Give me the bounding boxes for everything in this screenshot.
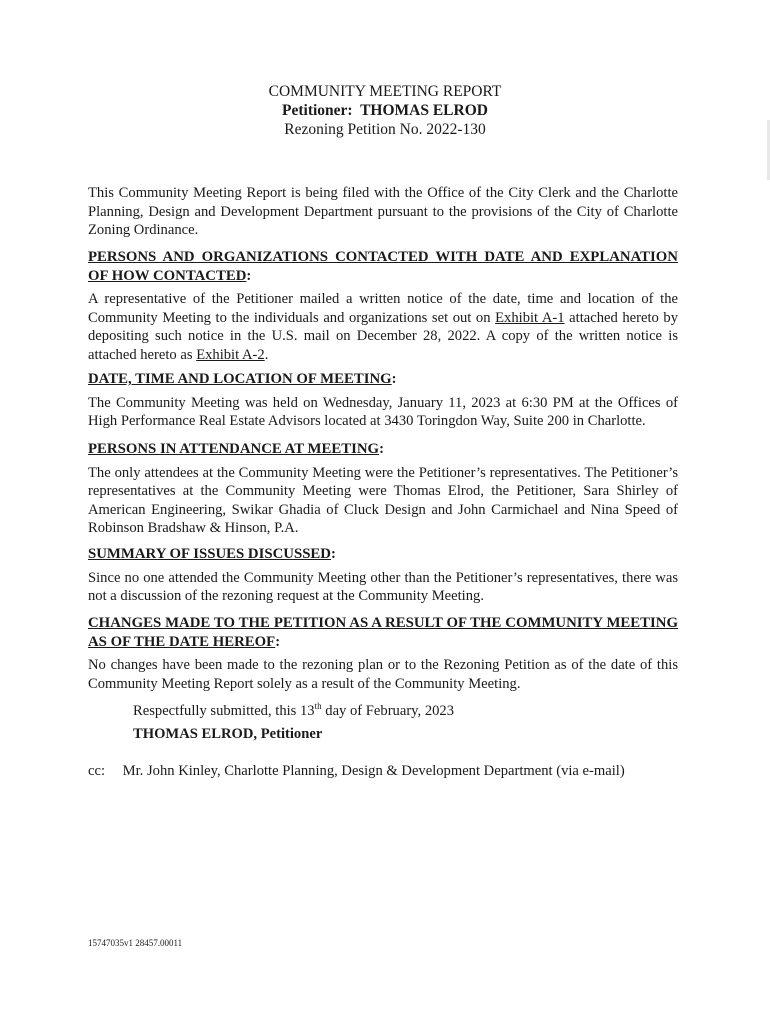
- signer-name: THOMAS ELROD, Petitioner: [133, 726, 323, 742]
- submission-text-pre: Respectfully submitted, this 13: [133, 702, 315, 719]
- section-heading-contacted: PERSONS AND ORGANIZATIONS CONTACTED WITH DATE AND EXPLANATION OF HOW CONTACTED: [88, 249, 678, 284]
- intro-paragraph: [88, 184, 678, 240]
- intro-text: This Community Meeting Report is being filed with the Office of the City Clerk and the Charlotte Planning, Design and Development Department pursuant to the provisions of the City of Charlotte Zoning Ordinance.: [88, 185, 678, 239]
- heading-colon: :: [379, 441, 384, 457]
- submission-text-post: day of February, 2023: [321, 702, 455, 719]
- heading-colon: :: [331, 546, 336, 562]
- report-title: COMMUNITY MEETING REPORT: [268, 83, 502, 100]
- document-id-footer: 15747035v1 28457.00011: [88, 938, 183, 948]
- report-header: [0, 82, 770, 139]
- exhibit-a2-link[interactable]: Exhibit A-2: [196, 346, 265, 363]
- contacted-text-part-2: attached hereto by depositing such notice in the U.S. mail on December 28, 2022. A copy of the written notice is attached hereto as: [88, 309, 678, 363]
- petition-number: Rezoning Petition No. 2022-130: [284, 121, 486, 138]
- petitioner-label: Petitioner:: [282, 102, 353, 119]
- section-heading-meeting: DATE, TIME AND LOCATION OF MEETING: [88, 371, 392, 387]
- section-contacted: [88, 248, 678, 365]
- section-text-meeting: The Community Meeting was held on Wednesday, January 11, 2023 at 6:30 PM at the Offices of High Performance Real Estate Advisors located at 3430 Toringdon Way, Suite 200 in Charlotte.: [88, 394, 678, 430]
- contacted-text-part-3: .: [264, 346, 269, 363]
- cc-line: [88, 763, 625, 780]
- section-meeting: [88, 370, 678, 431]
- cc-recipient: Mr. John Kinley, Charlotte Planning, Design & Development Department (via e-mail): [122, 763, 625, 779]
- section-heading-summary: SUMMARY OF ISSUES DISCUSSED: [88, 546, 331, 562]
- section-attendance: [88, 440, 678, 538]
- section-text-attendance: The only attendees at the Community Meeting were the Petitioner’s representatives. The Petitioner’s representatives at the Community Meeting were Thomas Elrod, the Petitioner, Sara Shirley of American Engineering, Swikar Ghadia of Cluck Design and John Carmichael and Nina Speed of Robinson Bradshaw & Hinson, P.A.: [88, 464, 678, 537]
- heading-colon: :: [275, 633, 281, 650]
- section-summary: [88, 545, 678, 606]
- section-text-changes: No changes have been made to the rezoning plan or to the Rezoning Petition as of the date of this Community Meeting Report solely as a result of the Community Meeting.: [88, 657, 678, 692]
- petitioner-line: [0, 101, 770, 120]
- cc-label: cc:: [88, 763, 106, 779]
- section-text-contacted: [88, 290, 678, 364]
- heading-colon: :: [246, 267, 252, 284]
- petitioner-name: THOMAS ELROD: [360, 102, 488, 119]
- submission-line: [133, 701, 454, 720]
- section-heading-changes: CHANGES MADE TO THE PETITION AS A RESULT OF THE COMMUNITY MEETING AS OF THE DATE HEREOF: [88, 615, 678, 650]
- submission-ordinal: th: [314, 701, 322, 711]
- section-text-summary: Since no one attended the Community Meeting other than the Petitioner’s representatives, there was not a discussion of the rezoning request at the Community Meeting.: [88, 569, 678, 605]
- section-heading-attendance: PERSONS IN ATTENDANCE AT MEETING: [88, 441, 380, 457]
- section-changes: [88, 614, 678, 693]
- contacted-text-part-1: A representative of the Petitioner mailed a written notice of the date, time and location of the Community Meeting to the individuals and organizations set out on: [88, 291, 678, 326]
- heading-colon: :: [391, 371, 397, 387]
- exhibit-a1-link[interactable]: Exhibit A-1: [495, 309, 565, 326]
